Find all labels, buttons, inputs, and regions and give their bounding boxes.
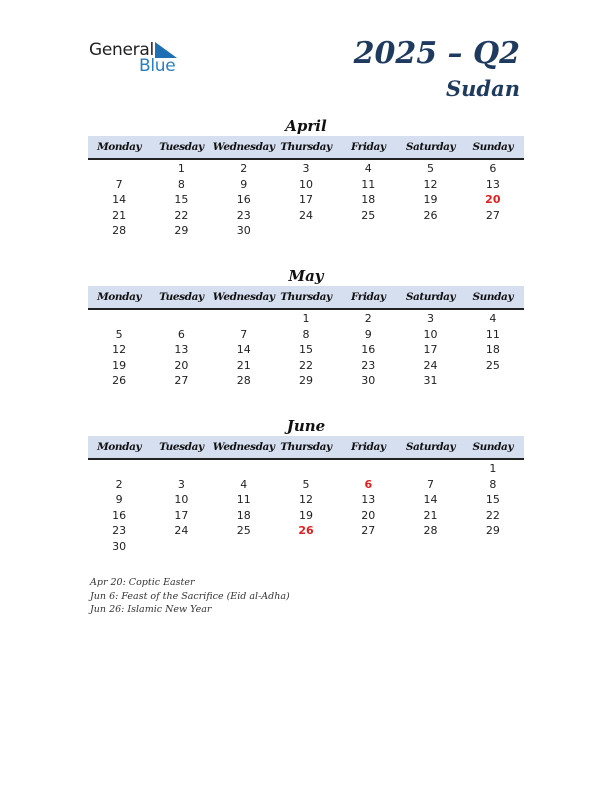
day-cell xyxy=(88,311,150,327)
day-cell: 23 xyxy=(112,524,127,537)
day-cell: 1 xyxy=(177,162,185,175)
day-cell: 6 xyxy=(489,162,497,175)
week-row xyxy=(88,311,524,327)
weekday-label: Friday xyxy=(350,141,386,153)
day-cell: 3 xyxy=(177,477,185,491)
day-cell: 7 xyxy=(427,477,435,491)
day-cell: 30 xyxy=(361,374,376,387)
day-cell: 10 xyxy=(423,327,438,341)
week-row xyxy=(88,461,524,477)
day-cell: 8 xyxy=(177,177,185,191)
logo-word-general: General xyxy=(89,40,154,60)
day-cell: 11 xyxy=(485,327,500,341)
day-cell xyxy=(337,539,399,555)
day-cell: 22 xyxy=(298,358,313,372)
day-cell: 13 xyxy=(361,493,376,506)
day-cell: 16 xyxy=(361,343,376,356)
day-cell: 2 xyxy=(115,477,123,491)
holiday-note: Jun 26: Islamic New Year xyxy=(90,604,212,615)
day-cell: 1 xyxy=(302,312,310,325)
day-cell: 27 xyxy=(361,524,376,537)
day-cell: 19 xyxy=(112,358,127,372)
day-cell: 18 xyxy=(485,343,500,356)
day-cell xyxy=(462,373,524,389)
month-name: June xyxy=(286,417,326,435)
day-cell: 5 xyxy=(115,327,123,341)
day-cell: 7 xyxy=(240,327,248,341)
day-cell: 24 xyxy=(174,524,189,537)
weekday-label: Thursday xyxy=(280,141,332,153)
month-april xyxy=(88,116,524,239)
day-cell: 9 xyxy=(115,493,123,506)
week-row xyxy=(88,508,524,524)
week-row xyxy=(88,477,524,493)
day-cell: 11 xyxy=(236,493,251,506)
weekday-label: Tuesday xyxy=(159,441,204,453)
weekday-label: Saturday xyxy=(405,441,456,453)
week-row xyxy=(88,161,524,177)
day-cell: 14 xyxy=(236,343,251,356)
day-cell: 17 xyxy=(298,193,313,206)
week-row xyxy=(88,177,524,193)
day-cell: 25 xyxy=(485,358,500,372)
weekday-label: Sunday xyxy=(472,441,514,453)
day-cell: 25 xyxy=(361,208,376,222)
day-cell: 29 xyxy=(485,524,500,537)
day-cell xyxy=(88,161,150,177)
day-cell: 15 xyxy=(298,343,313,356)
day-cell: 13 xyxy=(485,177,500,191)
weekday-label: Thursday xyxy=(280,441,332,453)
weekday-label: Monday xyxy=(97,441,142,453)
weekday-header xyxy=(88,286,524,310)
day-cell: 16 xyxy=(236,193,251,206)
week-row xyxy=(88,208,524,224)
day-cell xyxy=(337,223,399,239)
weekday-label: Saturday xyxy=(405,141,456,153)
day-cell xyxy=(399,461,461,477)
day-cell xyxy=(150,311,212,327)
day-cell: 13 xyxy=(174,343,189,356)
week-row xyxy=(88,342,524,358)
day-cell: 24 xyxy=(298,208,313,222)
weekday-label: Monday xyxy=(97,291,142,303)
week-row xyxy=(88,492,524,508)
day-cell xyxy=(275,223,337,239)
week-row xyxy=(88,373,524,389)
day-cell xyxy=(275,539,337,555)
day-cell: 2 xyxy=(240,162,248,175)
day-cell: 1 xyxy=(489,462,497,475)
day-cell: 26 xyxy=(423,208,438,222)
day-cell: 4 xyxy=(489,312,497,325)
week-row xyxy=(88,539,524,555)
weekday-label: Friday xyxy=(350,291,386,303)
weekday-header xyxy=(88,136,524,160)
day-cell: 12 xyxy=(423,177,438,191)
weekday-label: Sunday xyxy=(472,141,514,153)
day-cell xyxy=(399,539,461,555)
day-cell: 26 xyxy=(112,374,127,387)
day-cell: 31 xyxy=(423,374,438,387)
month-name: May xyxy=(288,267,324,285)
day-cell: 17 xyxy=(174,508,189,522)
day-cell: 19 xyxy=(423,193,438,206)
day-cell: 14 xyxy=(423,493,438,506)
day-cell: 15 xyxy=(485,493,500,506)
weekday-label: Saturday xyxy=(405,291,456,303)
day-cell xyxy=(462,539,524,555)
week-row xyxy=(88,327,524,343)
day-cell: 8 xyxy=(302,327,310,341)
day-cell: 8 xyxy=(489,477,497,491)
day-cell xyxy=(213,311,275,327)
month-may xyxy=(88,266,524,389)
day-cell: 18 xyxy=(361,193,376,206)
weekday-label: Wednesday xyxy=(212,441,275,453)
day-cell: 24 xyxy=(423,358,438,372)
day-cell: 12 xyxy=(298,493,313,506)
holiday-note: Apr 20: Coptic Easter xyxy=(90,577,195,588)
day-cell xyxy=(88,461,150,477)
weekday-label: Tuesday xyxy=(159,141,204,153)
day-cell: 21 xyxy=(423,508,438,522)
weekday-header xyxy=(88,436,524,460)
day-cell: 6 xyxy=(177,327,185,341)
weekday-label: Tuesday xyxy=(159,291,204,303)
day-cell: 4 xyxy=(364,162,372,175)
day-cell: 2 xyxy=(364,312,372,325)
day-cell: 4 xyxy=(240,477,248,491)
day-cell: 15 xyxy=(174,193,189,206)
weekday-label: Wednesday xyxy=(212,291,275,303)
day-cell: 10 xyxy=(298,177,313,191)
day-cell: 22 xyxy=(174,208,189,222)
day-cell: 20 xyxy=(485,193,501,206)
week-row xyxy=(88,523,524,539)
weekday-label: Monday xyxy=(97,141,142,153)
day-cell: 7 xyxy=(115,177,123,191)
country-subtitle: Sudan xyxy=(446,76,520,101)
day-cell: 21 xyxy=(112,208,127,222)
weekday-label: Friday xyxy=(350,441,386,453)
day-cell: 3 xyxy=(302,162,310,175)
week-row xyxy=(88,192,524,208)
day-cell: 3 xyxy=(427,312,435,325)
day-cell xyxy=(399,223,461,239)
holiday-notes xyxy=(90,576,290,617)
day-cell xyxy=(150,539,212,555)
day-cell: 28 xyxy=(112,224,127,237)
day-cell: 10 xyxy=(174,493,189,506)
weekday-label: Thursday xyxy=(280,291,332,303)
day-cell: 5 xyxy=(302,477,310,491)
week-row xyxy=(88,223,524,239)
day-cell xyxy=(213,539,275,555)
day-cell: 29 xyxy=(298,374,313,387)
weekday-label: Sunday xyxy=(472,291,514,303)
page-title: 2025 – Q2 xyxy=(353,36,520,71)
logo-word-blue: Blue xyxy=(139,56,176,76)
day-cell: 29 xyxy=(174,224,189,237)
day-cell: 9 xyxy=(364,327,372,341)
day-cell: 30 xyxy=(112,539,127,553)
day-cell: 23 xyxy=(236,208,251,222)
day-cell: 5 xyxy=(427,162,435,175)
day-cell: 16 xyxy=(112,508,127,522)
day-cell: 18 xyxy=(236,508,251,522)
weekday-label: Wednesday xyxy=(212,141,275,153)
day-cell: 28 xyxy=(423,524,438,537)
day-cell: 23 xyxy=(361,358,376,372)
day-cell: 6 xyxy=(364,477,373,491)
day-cell: 25 xyxy=(236,524,251,537)
day-cell xyxy=(462,223,524,239)
holiday-note: Jun 6: Feast of the Sacrifice (Eid al-Adha) xyxy=(90,590,290,602)
day-cell: 20 xyxy=(174,358,189,372)
day-cell xyxy=(213,461,275,477)
day-cell: 22 xyxy=(485,508,500,522)
day-cell xyxy=(275,461,337,477)
day-cell xyxy=(150,461,212,477)
day-cell: 9 xyxy=(240,177,248,191)
day-cell: 12 xyxy=(112,343,127,356)
week-row xyxy=(88,358,524,374)
day-cell: 17 xyxy=(423,343,438,356)
day-cell: 27 xyxy=(174,374,189,387)
day-cell: 26 xyxy=(298,524,314,537)
generalblue-logo xyxy=(89,40,189,76)
day-cell xyxy=(337,461,399,477)
day-cell: 21 xyxy=(236,358,251,372)
day-cell: 27 xyxy=(485,208,500,222)
day-cell: 14 xyxy=(112,193,127,206)
day-cell: 28 xyxy=(236,374,251,387)
day-cell: 30 xyxy=(236,224,251,237)
day-cell: 20 xyxy=(361,508,376,522)
day-cell: 11 xyxy=(361,177,376,191)
month-name: April xyxy=(285,117,327,135)
day-cell: 19 xyxy=(298,508,313,522)
month-june xyxy=(88,416,524,554)
